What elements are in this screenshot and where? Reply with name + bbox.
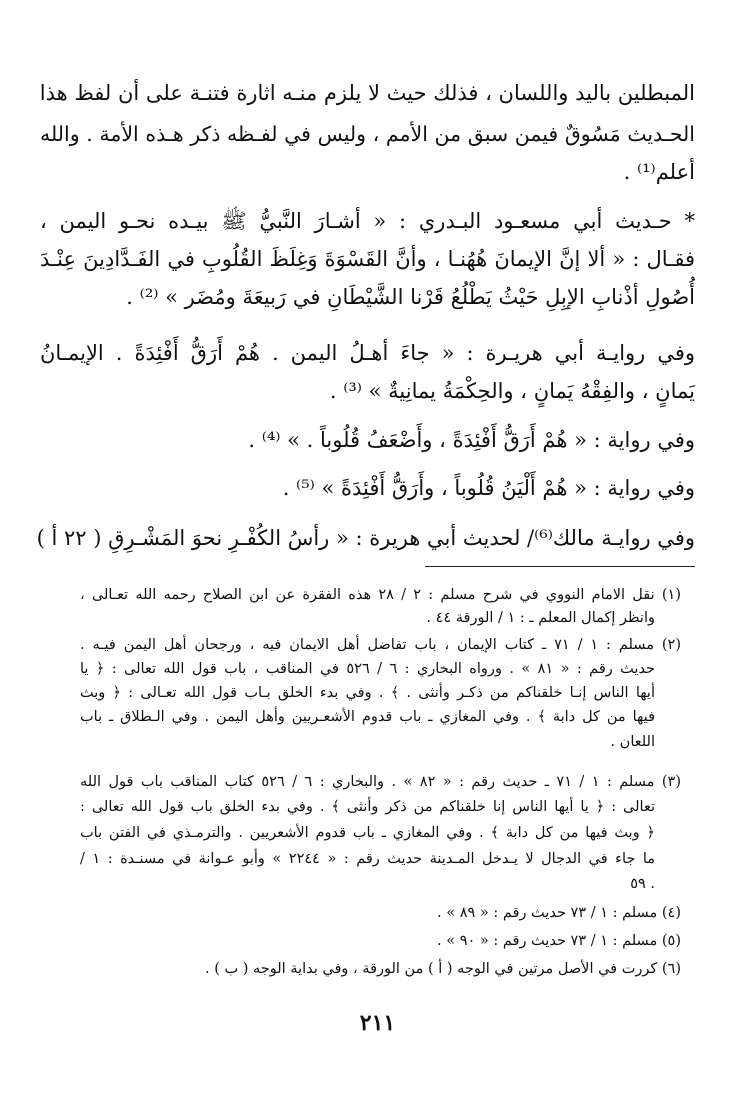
main-line-4: * حـديث أبي مسعـود البـدري : « أشـارَ النَّبيُّ ﷺ بيـده نحـو اليمن ، (40, 209, 695, 233)
main-line-7: وفي روايـة أبي هريـرة : « جاءَ أهـلُ اليمن . هُمْ أَرَقُّ أَفْئِدَةً . الإيمـانُ (40, 341, 695, 365)
footnote-separator (425, 566, 695, 567)
footnote-3-line-3: ﴿ وبث فيها من كل دابة ﴾ . وفي المغازي ـ باب قدوم الأشعريين . والترمـذي في الفتن باب (80, 825, 655, 841)
footnote-4: (٤) مسلم : ١ / ٧٣ حديث رقم : « ٨٩ » . (437, 905, 681, 921)
footnote-3-line-5: ٥٩ . (630, 876, 655, 892)
footnote-3-line-1: (٣) مسلم : ١ / ٧١ ـ حديث رقم : « ٨٢ » . والبخاري : ٦ / ٥٢٦ كتاب المناقب باب قول الله (80, 774, 681, 790)
footnote-1-line-1: (١) نقل الامام النووي في شرح مسلم : ٢ / ٢٨ هذه الفقرة عن ابن الصلاح رحمه الله تعـالى ، (80, 587, 682, 603)
main-line-2: الحـديث مَسُوقٌ فيمن سبق من الأمم ، وليس في لفـظه ذكر هـذه الأمة . والله (40, 122, 695, 146)
main-line-10: وفي رواية : « هُمْ أَلْيَنُ قُلُوباً ، وأَرَقُّ أَفْئِدَةً » ⁽⁵⁾ . (282, 476, 695, 500)
footnote-3-line-4: ما جاء في الدجال لا يـدخل المـدينة حديث رقم : « ٢٢٤٤ » وأبو عـوانة في مسنـدة : ١ / (80, 851, 656, 867)
footnote-2-line-1: (٢) مسلم : ١ / ٧١ ـ كتاب الإيمان ، باب تفاضل أهل الايمان فيه ، ورجحان أهل اليمن فيـه . (80, 637, 682, 653)
main-line-11: وفي روايـة مالك⁽⁶⁾/ لحديث أبي هريرة : « رأسُ الكُفْـرِ نحوَ المَشْـرِقِ ( ٢٢ أ ) (36, 526, 695, 550)
footnote-2-line-3: أيها الناس إنـا خلقناكم من ذكـر وأنثى . ﴾ . وفي بدء الخلق بـاب قول الله تعـالى : ﴿ وبث (80, 685, 655, 701)
footnote-5: (٥) مسلم : ١ / ٧٣ حديث رقم : « ٩٠ » . (437, 933, 681, 949)
footnote-2-line-5: اللعان . (610, 734, 655, 750)
footnote-2-line-2: حديث رقم : « ٨١ » . ورواه البخاري : ٦ / ٥٢٦ في المناقب ، باب قول الله تعالى : ﴿ يا (80, 661, 656, 677)
footnote-1-line-2: وانظر إكمال المعلم ـ : ١ / الورقة ٤٤ . (426, 610, 655, 626)
main-line-1: المبطلين باليد واللسان ، فذلك حيث لا يلزم منـه اثارة فتنـة على أن لفظ هذا (39, 81, 695, 105)
main-line-8: يَمانٍ ، والفِقْهُ يَمانٍ ، والحِكْمَةُ يمانِيةٌ » ⁽³⁾ . (329, 379, 695, 403)
main-line-3: أعلم⁽¹⁾ . (623, 160, 695, 184)
footnote-6: (٦) كررت في الأصل مرتين في الوجه ( أ ) من الورقة ، وفي بداية الوجه ( ب ) . (205, 961, 681, 977)
footnote-3-line-2: تعالى : ﴿ يا أيها الناس إنا خلقناكم من ذكر وأنثى ﴾ . وفي بدء الخلق باب قول الله تعالى : (80, 799, 655, 815)
main-line-6: أُصُولِ أذْنابِ الإبِلِ حَيْثُ يَطْلُعُ قَرْنا الشَّيْطَانِ في رَبيعَةَ ومُضَر » ⁽²⁾ . (126, 285, 695, 309)
main-line-9: وفي رواية : « هُمْ أَرَقُّ أَفْئِدَةً ، وأَضْعَفُ قُلُوباً . » ⁽⁴⁾ . (248, 428, 695, 452)
main-line-5: فقـال : « ألا إنَّ الإيمانَ هُهُنـا ، وأنَّ القَسْوَةَ وَغِلَظَ القُلُوبِ في الفَـدَّادِينَ عِنْـدَ (40, 247, 695, 271)
footnote-2-line-4: فيها من كل دابة ﴾ . وفي المغازي ـ باب قدوم الأشعـريين وأهل اليمن . وفي الـطلاق ـ باب (80, 709, 655, 725)
page-number: ٢١١ (359, 1010, 396, 1036)
